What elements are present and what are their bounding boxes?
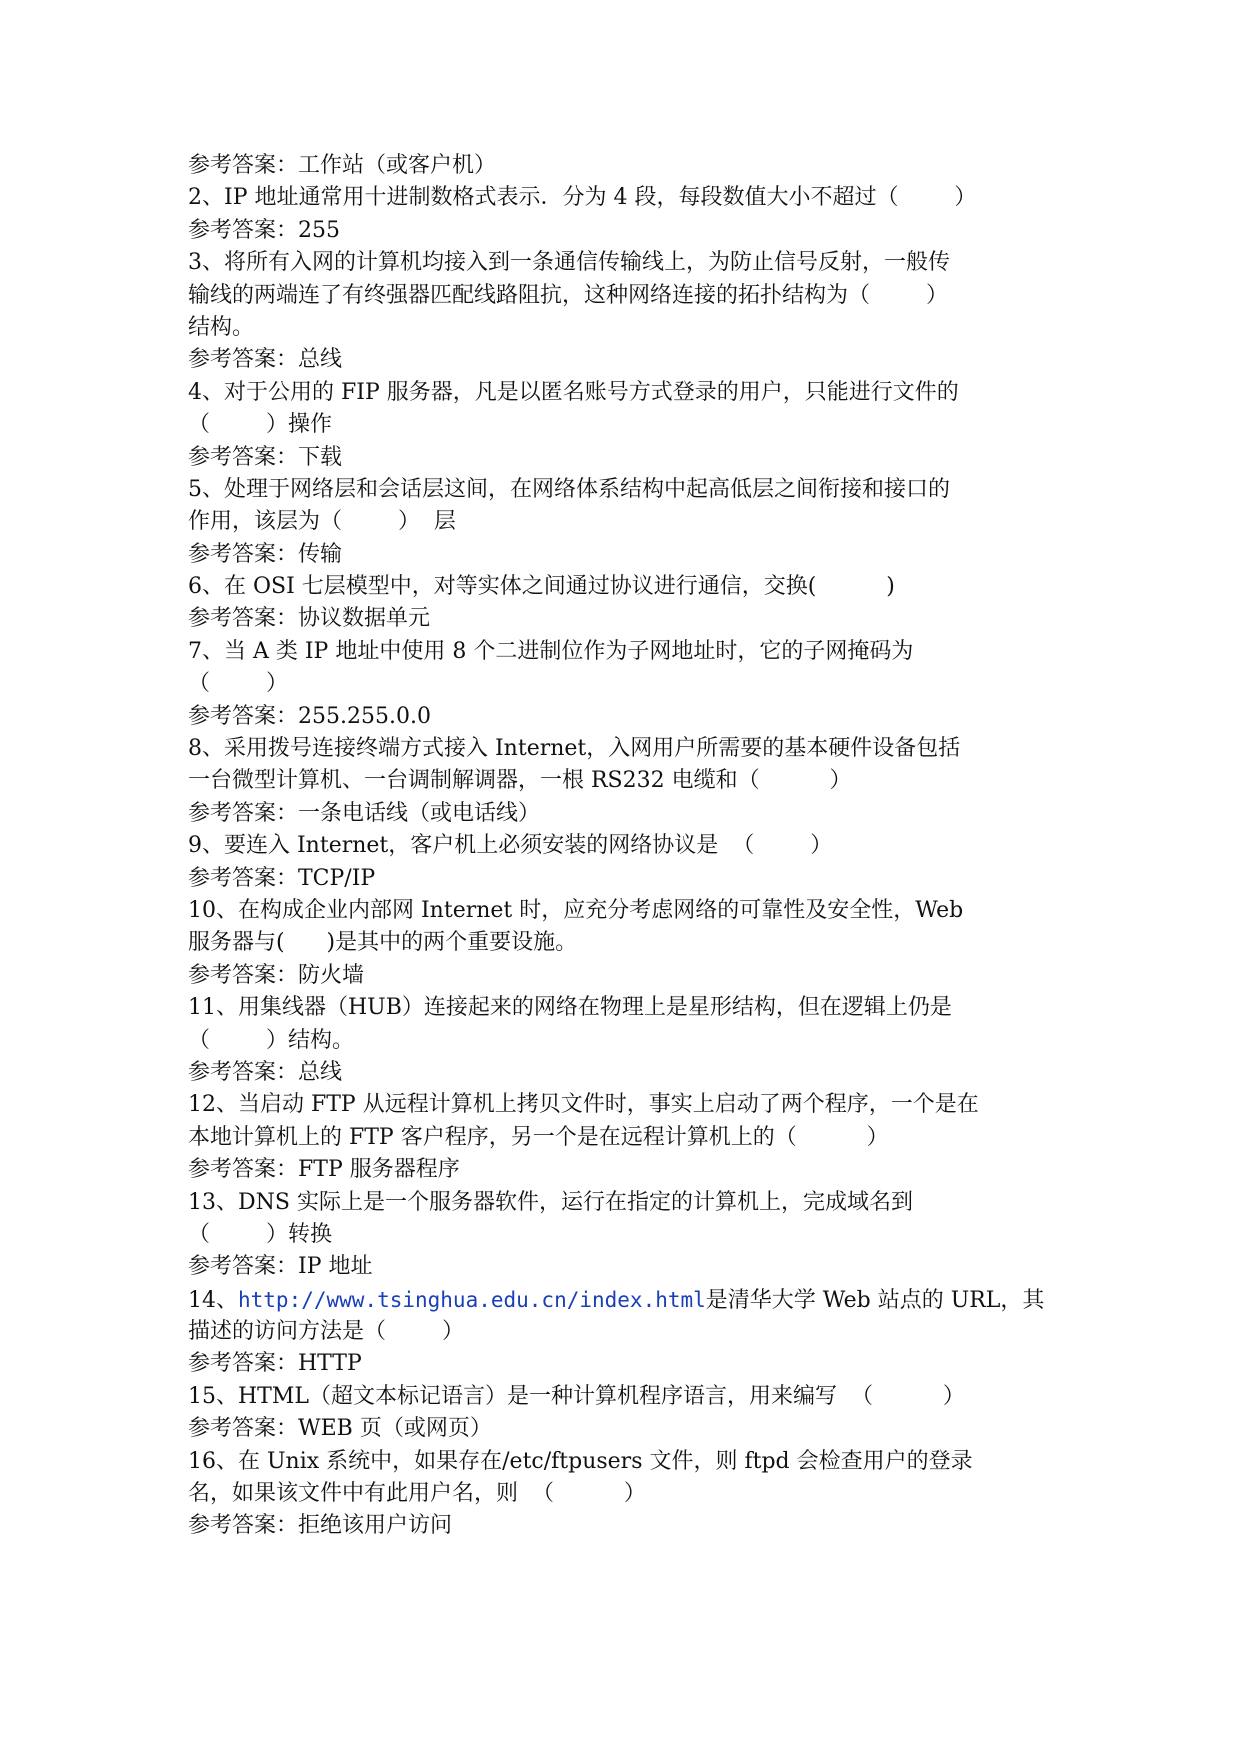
text-line: 参考答案：协议数据单元 xyxy=(188,606,431,632)
text-line: 7、当 A 类 IP 地址中使用 8 个二进制位作为子网地址时，它的子网掩码为 xyxy=(188,638,914,664)
text-line: 参考答案：255.255.0.0 xyxy=(188,703,431,729)
text-line: 15、HTML（超文本标记语言）是一种计算机程序语言，用来编写 （ ） xyxy=(188,1383,965,1409)
text-line: 参考答案：传输 xyxy=(188,541,343,567)
text-line: 2、IP 地址通常用十进制数格式表示．分为 4 段，每段数值大小不超过（ ） xyxy=(188,185,977,211)
text-line: 5、处理于网络层和会话层这间，在网络体系结构中起高低层之间衔接和接口的 xyxy=(188,476,950,502)
text-line: 10、在构成企业内部网 Internet 时，应充分考虑网络的可靠性及安全性，Web xyxy=(188,897,964,923)
text-line: （ ） xyxy=(188,671,288,697)
tsinghua-url-link[interactable]: http://www.tsinghua.edu.cn/index.html xyxy=(238,1287,706,1312)
text-line: 参考答案：TCP/IP xyxy=(188,865,376,891)
text-line: 4、对于公用的 FIP 服务器，凡是以匿名账号方式登录的用户，只能进行文件的 xyxy=(188,379,959,405)
text-line: 3、将所有入网的计算机均接入到一条通信传输线上，为防止信号反射，一般传 xyxy=(188,250,950,276)
text-line: 本地计算机上的 FTP 客户程序，另一个是在远程计算机上的（ ） xyxy=(188,1124,889,1150)
text-line: 参考答案：总线 xyxy=(188,347,343,373)
text-line: 参考答案：防火墙 xyxy=(188,962,365,988)
text-line: （ ）操作 xyxy=(188,412,332,438)
text-line: 参考答案：拒绝该用户访问 xyxy=(188,1513,453,1539)
text-line: 12、当启动 FTP 从远程计算机上拷贝文件时，事实上启动了两个程序，一个是在 xyxy=(188,1092,979,1118)
text-line: 16、在 Unix 系统中，如果存在/etc/ftpusers 文件，则 ftpd 会检查用户的登录 xyxy=(188,1448,973,1474)
text-line: 9、要连入 Internet，客户机上必须安装的网络协议是 （ ） xyxy=(188,833,833,859)
text-line: 参考答案：WEB 页（或网页） xyxy=(188,1416,492,1442)
text-line: 作用，该层为（ ） 层 xyxy=(188,509,456,535)
text-line: 参考答案：一条电话线（或电话线） xyxy=(188,800,541,826)
question-14-line xyxy=(188,1284,1058,1316)
question-14-prefix: 14、 xyxy=(188,1287,238,1313)
text-line: 8、采用拨号连接终端方式接入 Internet，入网用户所需要的基本硬件设备包括 xyxy=(188,736,961,762)
text-line: （ ）转换 xyxy=(188,1221,332,1247)
text-line: 参考答案：HTTP xyxy=(188,1351,362,1377)
text-line: （ ）结构。 xyxy=(188,1027,354,1053)
text-line: 描述的访问方法是（ ） xyxy=(188,1319,464,1345)
text-line: 结构。 xyxy=(188,314,255,340)
text-line: 服务器与( )是其中的两个重要设施。 xyxy=(188,930,578,956)
text-line: 参考答案：IP 地址 xyxy=(188,1254,373,1280)
text-line: 参考答案：总线 xyxy=(188,1059,343,1085)
document-body xyxy=(188,150,1058,1543)
question-14-suffix: 是清华大学 Web 站点的 URL，其 xyxy=(705,1287,1045,1313)
text-line: 输线的两端连了有终强器匹配线路阻抗，这种网络连接的拓扑结构为（ ） xyxy=(188,282,948,308)
text-line: 11、用集线器（HUB）连接起来的网络在物理上是星形结构，但在逻辑上仍是 xyxy=(188,995,952,1021)
text-line: 一台微型计算机、一台调制解调器，一根 RS232 电缆和（ ） xyxy=(188,768,852,794)
text-line: 13、DNS 实际上是一个服务器软件，运行在指定的计算机上，完成域名到 xyxy=(188,1189,913,1215)
text-line: 参考答案：FTP 服务器程序 xyxy=(188,1157,460,1183)
text-line: 参考答案：255 xyxy=(188,217,340,243)
text-line: 参考答案：下载 xyxy=(188,444,343,470)
text-line: 参考答案：工作站（或客户机） xyxy=(188,153,497,178)
text-line: 6、在 OSI 七层模型中，对等实体之间通过协议进行通信，交换( ) xyxy=(188,574,895,600)
text-line: 名，如果该文件中有此用户名，则 （ ） xyxy=(188,1481,646,1507)
